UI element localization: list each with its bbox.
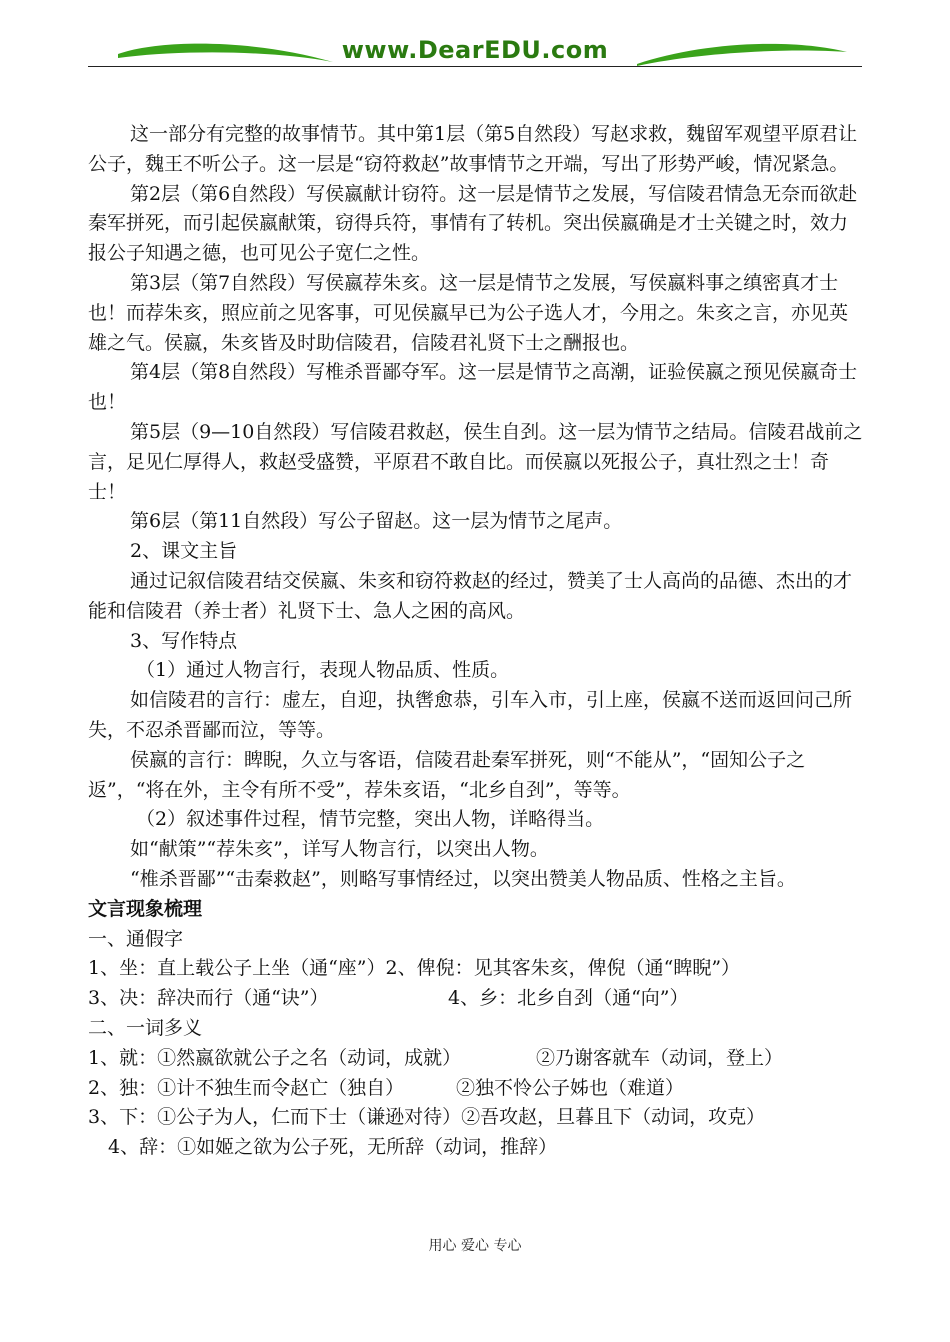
sub-point: （2）叙述事件过程，情节完整，突出人物，详略得当。: [136, 808, 605, 831]
header-rule: [88, 66, 862, 67]
paragraph: 第3层（第7自然段）写侯嬴荐朱亥。这一层是情节之发展，写侯嬴料事之缜密真才士也！而荐朱亥，照应前之见客事，可见侯嬴早已为公子选人才，今用之。朱亥之言，亦见英雄之气。侯嬴，朱亥皆及时助信陵君，信陵君礼贤下士之酬报也。: [88, 271, 849, 354]
list-item-part: ②独不怜公子姊也（难道）: [456, 1076, 685, 1099]
sub-point: （1）通过人物言行，表现人物品质、性质。: [136, 659, 510, 682]
page-header: [88, 36, 862, 70]
paragraph: 第6层（第11自然段）写公子留赵。这一层为情节之尾声。: [130, 510, 623, 533]
paragraph: “椎杀晋鄙”“击秦救赵”，则略写事情经过，以突出赞美人物品质、性格之主旨。: [130, 867, 796, 890]
list-item: 4、辞：①如姬之欲为公子死，无所辞（动词，推辞）: [108, 1136, 558, 1159]
paragraph: 第4层（第8自然段）写椎杀晋鄙夺军。这一层是情节之高潮，证验侯嬴之预见侯嬴奇士也！: [88, 361, 858, 414]
list-item: [88, 1074, 866, 1104]
section-heading: 2、课文主旨: [130, 540, 238, 563]
list-item-part: 3、决：辞决而行（通“诀”）: [88, 987, 329, 1010]
site-logo-text: www.DearEDU.com: [341, 36, 609, 64]
paragraph: 如“献策”“荐朱亥”，详写人物言行，以突出人物。: [130, 838, 549, 861]
subsection-title: 一、通假字: [88, 927, 184, 950]
subsection-title: 二、一词多义: [88, 1016, 203, 1039]
paragraph: 侯嬴的言行：睥睨，久立与客语，信陵君赴秦军拼死，则“不能从”，“固知公子之返”，“将在外，主令有所不受”，荐朱亥语，“北乡自刭”，等等。: [88, 748, 806, 801]
list-item: [88, 1044, 866, 1074]
header-swoosh-right: [632, 36, 852, 70]
paragraph: 通过记叙信陵君结交侯嬴、朱亥和窃符救赵的经过，赞美了士人高尚的品德、杰出的才能和信陵君（养士者）礼贤下士、急人之困的高风。: [88, 569, 853, 622]
list-item-part: ②乃谢客就车（动词，登上）: [536, 1046, 784, 1069]
list-item-part: 4、乡：北乡自刭（通“向”）: [448, 987, 689, 1010]
list-item: [88, 984, 866, 1014]
list-item-part: 2、独：①计不独生而令赵亡（独自）: [88, 1076, 405, 1099]
paragraph: 第2层（第6自然段）写侯嬴献计窃符。这一层是情节之发展，写信陵君情急无奈而欲赴秦军拼死，而引起侯嬴献策，窃得兵符，事情有了转机。突出侯嬴确是才士关键之时，效力报公子知遇之德，也可见公子宽仁之性。: [88, 182, 858, 265]
paragraph: 这一部分有完整的故事情节。其中第1层（第5自然段）写赵求救，魏留军观望平原君让公子，魏王不听公子。这一层是“窃符救赵”故事情节之开端，写出了形势严峻，情况紧急。: [88, 123, 858, 175]
list-item: 1、坐：直上载公子上坐（通“座”）2、俾倪：见其客朱亥，俾倪（通“睥睨”）: [88, 957, 741, 980]
paragraph: 如信陵君的言行：虚左，自迎，执辔愈恭，引车入市，引上座，侯嬴不送而返回问己所失，不忍杀晋鄙而泣，等等。: [88, 689, 853, 741]
section-heading: 3、写作特点: [130, 629, 238, 652]
page-footer: 用心 爱心 专心: [428, 1238, 522, 1254]
paragraph: 第5层（9—10自然段）写信陵君救赵，侯生自刭。这一层为情节之结局。信陵君战前之言，足见仁厚得人，救赵受盛赞，平原君不敢自比。而侯嬴以死报公子，真壮烈之士！奇士！: [88, 420, 863, 503]
document-body: [88, 120, 866, 1163]
section-title: 文言现象梳理: [88, 897, 203, 920]
list-item: 3、下：①公子为人，仁而下士（谦逊对待）②吾攻赵，旦暮且下（动词，攻克）: [88, 1106, 766, 1129]
list-item-part: 1、就：①然嬴欲就公子之名（动词，成就）: [88, 1046, 462, 1069]
